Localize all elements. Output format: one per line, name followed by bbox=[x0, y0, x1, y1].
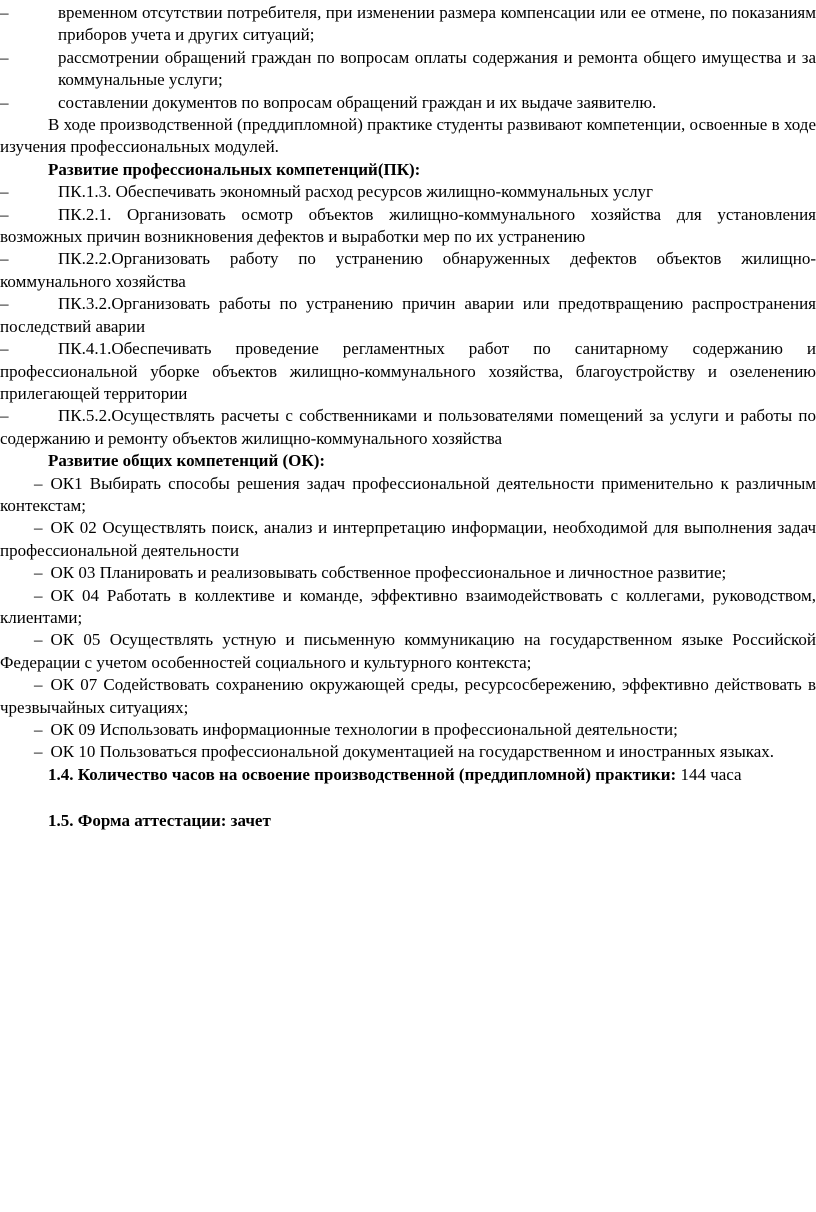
hours-label: 1.4. Количество часов на освоение производственной (преддипломной) практики: bbox=[48, 764, 677, 784]
hours-paragraph bbox=[0, 764, 816, 786]
pk-item-text: ПК.1.3. Обеспечивать экономный расход ресурсов жилищно-коммунальных услуг bbox=[58, 182, 654, 202]
ok-item bbox=[0, 674, 816, 719]
ok-item bbox=[0, 719, 816, 741]
dash-bullet: – bbox=[0, 406, 9, 426]
pk-item-text: ПК.3.2.Организовать работы по устранению причин аварии или предотвращению распространения последствий аварии bbox=[0, 294, 816, 336]
intro-paragraph: В ходе производственной (преддипломной) практике студенты развивают компетенции, освоенные в ходе изучения профессиональных модулей. bbox=[0, 115, 816, 157]
ok-item-text: ОК 05 Осуществлять устную и письменную коммуникацию на государственном языке Российской Федерации с учетом особенностей социального и культурного контекста; bbox=[0, 630, 816, 672]
pk-item bbox=[0, 248, 816, 293]
dash-bullet: – bbox=[34, 720, 43, 739]
ok-item bbox=[0, 741, 816, 763]
list-item bbox=[0, 92, 816, 114]
list-item-text: временном отсутствии потребителя, при изменении размера компенсации или ее отмене, по показаниям приборов учета и других ситуаций; bbox=[58, 3, 816, 45]
dash-bullet: – bbox=[0, 182, 9, 202]
attestation-heading: 1.5. Форма аттестации: зачет bbox=[48, 811, 271, 831]
ok-item-text: ОК 10 Пользоваться профессиональной документацией на государственном и иностранных языках. bbox=[50, 742, 775, 762]
dash-bullet: – bbox=[34, 742, 43, 762]
list-item bbox=[0, 47, 816, 92]
dash-bullet: – bbox=[0, 249, 9, 269]
dash-bullet: – bbox=[34, 563, 43, 583]
dash-bullet: – bbox=[0, 92, 9, 112]
pk-item bbox=[0, 181, 816, 203]
ok-item bbox=[0, 562, 816, 584]
dash-bullet: – bbox=[34, 630, 43, 650]
pk-item bbox=[0, 405, 816, 450]
pk-item bbox=[0, 338, 816, 405]
dash-bullet: – bbox=[0, 294, 9, 314]
dash-bullet: – bbox=[34, 675, 43, 695]
dash-bullet: – bbox=[0, 3, 9, 22]
pk-item-text: ПК.2.1. Организовать осмотр объектов жилищно-коммунального хозяйства для установления возможных причин возникновения дефектов и выработки мер по их устранению bbox=[0, 204, 816, 247]
dash-bullet: – bbox=[0, 339, 9, 359]
ok-heading: Развитие общих компетенций (ОК): bbox=[48, 451, 326, 471]
spacer bbox=[0, 786, 816, 810]
dash-bullet: – bbox=[34, 473, 43, 493]
ok-item-text: ОК 09 Использовать информационные технологии в профессиональной деятельности; bbox=[50, 720, 678, 739]
pk-item-text: ПК.2.2.Организовать работу по устранению обнаруженных дефектов объектов жилищно-коммунального хозяйства bbox=[0, 249, 816, 291]
hours-value: 144 часа bbox=[680, 764, 742, 784]
dash-bullet: – bbox=[0, 47, 9, 67]
list-item-text: рассмотрении обращений граждан по вопросам оплаты содержания и ремонта общего имущества и за коммунальные услуги; bbox=[58, 47, 816, 90]
dash-bullet: – bbox=[0, 204, 9, 224]
ok-item bbox=[0, 517, 816, 562]
ok-item bbox=[0, 473, 816, 518]
pk-item bbox=[0, 293, 816, 338]
ok-item-text: ОК 04 Работать в коллективе и команде, эффективно взаимодействовать с коллегами, руководством, клиентами; bbox=[0, 585, 816, 627]
ok-item-text: ОК 03 Планировать и реализовывать собственное профессиональное и личностное развитие; bbox=[50, 563, 727, 583]
list-item bbox=[0, 2, 816, 47]
ok-item bbox=[0, 629, 816, 674]
pk-heading: Развитие профессиональных компетенций(ПК): bbox=[48, 159, 421, 179]
ok-item-text: ОК 07 Содействовать сохранению окружающей среды, ресурсосбережению, эффективно действовать в чрезвычайных ситуациях; bbox=[0, 675, 816, 717]
pk-item-text: ПК.4.1.Обеспечивать проведение регламентных работ по санитарному содержанию и профессиональной уборке объектов жилищно-коммунального хозяйства, благоустройству и озеленению прилегающей территории bbox=[0, 339, 816, 403]
list-item-text: составлении документов по вопросам обращений граждан и их выдаче заявителю. bbox=[58, 92, 657, 112]
pk-item bbox=[0, 204, 816, 249]
dash-bullet: – bbox=[34, 585, 43, 605]
ok-item-text: ОК 02 Осуществлять поиск, анализ и интерпретацию информации, необходимой для выполнения задач профессиональной деятельности bbox=[0, 518, 816, 560]
dash-bullet: – bbox=[34, 518, 43, 538]
pk-item-text: ПК.5.2.Осуществлять расчеты с собственниками и пользователями помещений за услуги и работы по содержанию и ремонту объектов жилищно-коммунального хозяйства bbox=[0, 406, 816, 448]
ok-item-text: ОК1 Выбирать способы решения задач профессиональной деятельности применительно к различным контекстам; bbox=[0, 473, 816, 515]
ok-item bbox=[0, 585, 816, 630]
